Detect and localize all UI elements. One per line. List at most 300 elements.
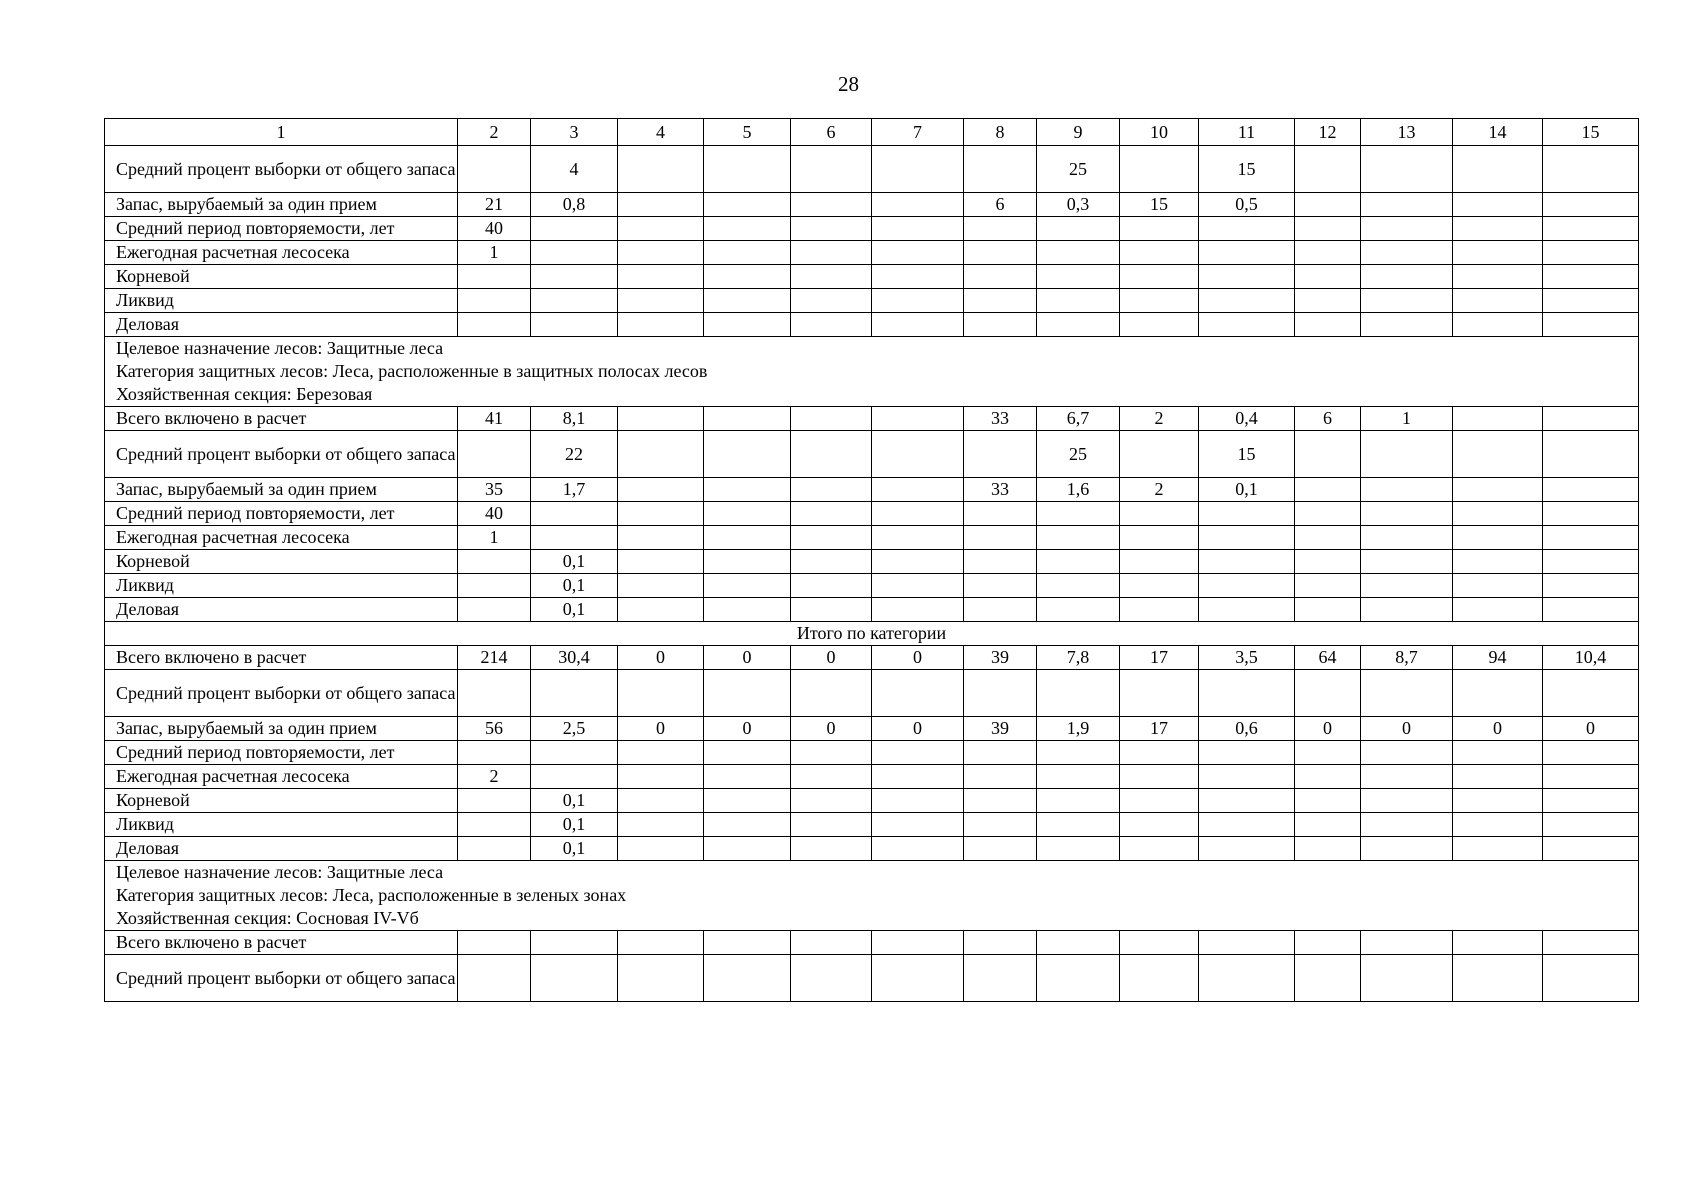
- table-cell: [1120, 670, 1199, 717]
- table-row: [105, 550, 1639, 574]
- table-cell: [1453, 217, 1543, 241]
- table-cell: [964, 765, 1037, 789]
- table-cell: [872, 146, 964, 193]
- row-label: Средний процент выборки от общего запаса: [105, 146, 458, 193]
- table-cell: [1037, 241, 1120, 265]
- table-row: [105, 813, 1639, 837]
- forest-calculation-table: [104, 118, 1639, 1002]
- table-cell: [1543, 241, 1639, 265]
- table-cell: [791, 217, 872, 241]
- table-cell: [1120, 431, 1199, 478]
- header-cell: 4: [618, 119, 704, 146]
- section-line: Категория защитных лесов: Леса, расположенные в зеленых зонах: [116, 885, 627, 905]
- row-label: Запас, вырубаемый за один прием: [105, 717, 458, 741]
- table-cell: [1120, 217, 1199, 241]
- table-cell: 8,7: [1361, 646, 1453, 670]
- table-cell: [531, 931, 618, 955]
- table-row: [105, 598, 1639, 622]
- table-cell: [458, 550, 531, 574]
- row-label: Средний период повторяемости, лет: [105, 502, 458, 526]
- table-cell: [1037, 574, 1120, 598]
- table-cell: [1453, 313, 1543, 337]
- table-row: [105, 741, 1639, 765]
- table-cell: [1295, 289, 1361, 313]
- row-label: Корневой: [105, 550, 458, 574]
- table-cell: [1453, 813, 1543, 837]
- table-cell: [618, 217, 704, 241]
- table-cell: [964, 931, 1037, 955]
- table-cell: 15: [1120, 193, 1199, 217]
- table-cell: [1199, 598, 1295, 622]
- table-cell: [1453, 789, 1543, 813]
- table-cell: [791, 241, 872, 265]
- table-cell: [872, 837, 964, 861]
- table-cell: [1199, 931, 1295, 955]
- header-cell: 9: [1037, 119, 1120, 146]
- table-cell: [1295, 241, 1361, 265]
- table-cell: [618, 241, 704, 265]
- table-cell: [964, 146, 1037, 193]
- section-heading: [105, 337, 1639, 407]
- table-cell: 15: [1199, 146, 1295, 193]
- table-cell: [458, 313, 531, 337]
- table-cell: [791, 289, 872, 313]
- header-row: [105, 119, 1639, 146]
- table-cell: [704, 837, 791, 861]
- table-cell: [872, 289, 964, 313]
- table-cell: [1037, 526, 1120, 550]
- table-row: [105, 502, 1639, 526]
- table-cell: [1120, 313, 1199, 337]
- table-cell: [458, 955, 531, 1002]
- table-cell: [872, 478, 964, 502]
- table-cell: [872, 407, 964, 431]
- table-cell: 25: [1037, 431, 1120, 478]
- table-cell: [1199, 526, 1295, 550]
- table-cell: 94: [1453, 646, 1543, 670]
- table-cell: [1295, 789, 1361, 813]
- table-cell: [964, 526, 1037, 550]
- table-cell: 6,7: [1037, 407, 1120, 431]
- table-cell: 0,1: [531, 837, 618, 861]
- header-cell: 3: [531, 119, 618, 146]
- table-cell: [1120, 598, 1199, 622]
- table-cell: 64: [1295, 646, 1361, 670]
- table-cell: [704, 407, 791, 431]
- table-cell: 39: [964, 717, 1037, 741]
- table-cell: 30,4: [531, 646, 618, 670]
- table-cell: [1453, 670, 1543, 717]
- table-cell: [704, 431, 791, 478]
- table-cell: [704, 526, 791, 550]
- table-cell: [1543, 813, 1639, 837]
- table-cell: [1361, 241, 1453, 265]
- section-line: Хозяйственная секция: Сосновая IV-Vб: [116, 908, 419, 928]
- table-cell: [872, 313, 964, 337]
- table-cell: [872, 670, 964, 717]
- table-cell: [618, 193, 704, 217]
- table-cell: [704, 550, 791, 574]
- table-cell: [791, 765, 872, 789]
- table-cell: [1361, 502, 1453, 526]
- table-row: [105, 146, 1639, 193]
- table-cell: [1453, 502, 1543, 526]
- table-cell: 0,6: [1199, 717, 1295, 741]
- table-cell: [1453, 598, 1543, 622]
- table-cell: 35: [458, 478, 531, 502]
- table-cell: [964, 217, 1037, 241]
- row-label: Средний процент выборки от общего запаса: [105, 670, 458, 717]
- table-cell: [458, 574, 531, 598]
- table-cell: [964, 289, 1037, 313]
- table-cell: [1120, 837, 1199, 861]
- table-row: [105, 837, 1639, 861]
- table-cell: [458, 931, 531, 955]
- table-cell: 17: [1120, 646, 1199, 670]
- table-cell: [1543, 598, 1639, 622]
- table-cell: [1361, 741, 1453, 765]
- table-cell: 0: [1543, 717, 1639, 741]
- table-cell: [1453, 741, 1543, 765]
- table-cell: [791, 931, 872, 955]
- table-cell: [1120, 241, 1199, 265]
- table-cell: [1120, 265, 1199, 289]
- header-cell: 13: [1361, 119, 1453, 146]
- table-cell: [964, 837, 1037, 861]
- table-row: [105, 289, 1639, 313]
- table-cell: [1543, 526, 1639, 550]
- table-cell: [1120, 550, 1199, 574]
- table-cell: [1295, 217, 1361, 241]
- table-cell: [1120, 955, 1199, 1002]
- table-cell: [1120, 741, 1199, 765]
- table-cell: [704, 502, 791, 526]
- table-cell: [964, 574, 1037, 598]
- table-cell: [1295, 931, 1361, 955]
- table-cell: [1199, 789, 1295, 813]
- table-cell: [704, 670, 791, 717]
- table-cell: [531, 241, 618, 265]
- table-cell: [1295, 813, 1361, 837]
- table-cell: [1543, 478, 1639, 502]
- table-cell: 0,4: [1199, 407, 1295, 431]
- table-cell: [458, 670, 531, 717]
- table-cell: [618, 741, 704, 765]
- table-cell: [1037, 955, 1120, 1002]
- table-cell: [1543, 265, 1639, 289]
- table-cell: [791, 313, 872, 337]
- table-cell: [1543, 837, 1639, 861]
- table-cell: [1037, 265, 1120, 289]
- table-cell: [458, 431, 531, 478]
- table-cell: [1199, 670, 1295, 717]
- table-cell: [704, 813, 791, 837]
- table-row: [105, 313, 1639, 337]
- table-cell: 17: [1120, 717, 1199, 741]
- table-cell: [1199, 765, 1295, 789]
- table-cell: 25: [1037, 146, 1120, 193]
- table-cell: [704, 741, 791, 765]
- table-cell: [618, 265, 704, 289]
- table-cell: [1037, 217, 1120, 241]
- table-cell: [1361, 217, 1453, 241]
- table-cell: [872, 265, 964, 289]
- table-cell: 2: [1120, 478, 1199, 502]
- table-cell: [618, 526, 704, 550]
- table-row: [105, 526, 1639, 550]
- table-cell: [1453, 431, 1543, 478]
- table-cell: 8,1: [531, 407, 618, 431]
- table-row: [105, 241, 1639, 265]
- table-cell: [1295, 193, 1361, 217]
- table-cell: [1199, 502, 1295, 526]
- table-cell: [1361, 289, 1453, 313]
- table-cell: [872, 765, 964, 789]
- table-row: [105, 646, 1639, 670]
- table-cell: [458, 289, 531, 313]
- table-cell: 0: [618, 646, 704, 670]
- table-cell: [704, 241, 791, 265]
- table-cell: [872, 550, 964, 574]
- table-cell: [1361, 313, 1453, 337]
- table-cell: [1361, 789, 1453, 813]
- table-cell: [1120, 574, 1199, 598]
- table-cell: [1361, 265, 1453, 289]
- table-cell: [964, 741, 1037, 765]
- table-cell: [1543, 789, 1639, 813]
- table-cell: [1295, 670, 1361, 717]
- table-cell: [1361, 813, 1453, 837]
- table-cell: [1453, 289, 1543, 313]
- table-cell: [872, 955, 964, 1002]
- table-cell: [1543, 765, 1639, 789]
- table-cell: [1120, 526, 1199, 550]
- table-cell: [531, 765, 618, 789]
- table-cell: [1361, 193, 1453, 217]
- row-label: Корневой: [105, 789, 458, 813]
- table-cell: [964, 550, 1037, 574]
- table-cell: 0: [872, 717, 964, 741]
- table-cell: [1295, 265, 1361, 289]
- table-cell: [1120, 502, 1199, 526]
- table-cell: [531, 955, 618, 1002]
- table-cell: [704, 574, 791, 598]
- table-cell: [704, 217, 791, 241]
- table-cell: 1,9: [1037, 717, 1120, 741]
- table-cell: [1037, 813, 1120, 837]
- table-cell: [1543, 217, 1639, 241]
- table-cell: [791, 574, 872, 598]
- table-row: [105, 407, 1639, 431]
- table-cell: [1120, 765, 1199, 789]
- table-cell: [1361, 526, 1453, 550]
- row-label: Ежегодная расчетная лесосека: [105, 765, 458, 789]
- table-cell: [872, 193, 964, 217]
- table-cell: [1543, 741, 1639, 765]
- table-cell: 33: [964, 407, 1037, 431]
- row-label: Ежегодная расчетная лесосека: [105, 526, 458, 550]
- table-cell: [1453, 407, 1543, 431]
- row-label: Ликвид: [105, 574, 458, 598]
- table-cell: [1543, 574, 1639, 598]
- table-cell: [1543, 146, 1639, 193]
- table-row: [105, 574, 1639, 598]
- table-cell: [618, 431, 704, 478]
- table-cell: [618, 955, 704, 1002]
- table-cell: [531, 265, 618, 289]
- table-cell: [618, 765, 704, 789]
- table-cell: [618, 550, 704, 574]
- table-cell: [458, 741, 531, 765]
- table-cell: 40: [458, 502, 531, 526]
- table-cell: [791, 813, 872, 837]
- table-cell: [791, 598, 872, 622]
- table-cell: [531, 289, 618, 313]
- header-cell: 11: [1199, 119, 1295, 146]
- table-cell: [964, 502, 1037, 526]
- table-cell: 0,3: [1037, 193, 1120, 217]
- table-cell: [1453, 550, 1543, 574]
- table-cell: [1543, 407, 1639, 431]
- table-cell: [1120, 146, 1199, 193]
- table-cell: [1543, 931, 1639, 955]
- table-cell: [1543, 502, 1639, 526]
- table-cell: [1295, 598, 1361, 622]
- table-cell: [964, 598, 1037, 622]
- table-cell: [791, 526, 872, 550]
- table-cell: [791, 550, 872, 574]
- table-cell: [1037, 502, 1120, 526]
- table-cell: [1037, 598, 1120, 622]
- row-label: Деловая: [105, 837, 458, 861]
- table-cell: 0,1: [531, 574, 618, 598]
- table-cell: [531, 741, 618, 765]
- table-row: [105, 431, 1639, 478]
- table-cell: 0: [791, 646, 872, 670]
- table-cell: [1361, 146, 1453, 193]
- table-cell: [1361, 765, 1453, 789]
- table-cell: 0,1: [531, 550, 618, 574]
- table-cell: [1120, 789, 1199, 813]
- header-cell: 1: [105, 119, 458, 146]
- table-cell: [618, 478, 704, 502]
- table-cell: [618, 789, 704, 813]
- table-cell: [704, 765, 791, 789]
- table-cell: [1037, 550, 1120, 574]
- row-label: Средний процент выборки от общего запаса: [105, 955, 458, 1002]
- table-cell: [1295, 765, 1361, 789]
- table-cell: [791, 741, 872, 765]
- table-cell: [1295, 741, 1361, 765]
- header-cell: 7: [872, 119, 964, 146]
- table-cell: [531, 502, 618, 526]
- row-label: Ликвид: [105, 813, 458, 837]
- table-cell: 4: [531, 146, 618, 193]
- row-label: Средний период повторяемости, лет: [105, 741, 458, 765]
- table-cell: [872, 741, 964, 765]
- table-cell: [1361, 837, 1453, 861]
- table-cell: 0,1: [531, 789, 618, 813]
- table-row: [105, 931, 1639, 955]
- table-cell: [531, 313, 618, 337]
- table-cell: [872, 789, 964, 813]
- table-cell: [872, 574, 964, 598]
- table-cell: [1543, 550, 1639, 574]
- table-cell: [618, 289, 704, 313]
- table-cell: [618, 598, 704, 622]
- table-cell: [458, 789, 531, 813]
- table-cell: [1543, 431, 1639, 478]
- table-cell: [1453, 837, 1543, 861]
- table-cell: [791, 670, 872, 717]
- section-heading-row: [105, 337, 1639, 407]
- table-cell: [1199, 265, 1295, 289]
- table-cell: [1037, 741, 1120, 765]
- table-cell: 1,7: [531, 478, 618, 502]
- table-cell: 21: [458, 193, 531, 217]
- table-cell: [618, 313, 704, 337]
- category-total-heading: Итого по категории: [105, 622, 1639, 646]
- row-label: Средний период повторяемости, лет: [105, 217, 458, 241]
- table-cell: [1453, 241, 1543, 265]
- table-cell: [1037, 837, 1120, 861]
- table-cell: 15: [1199, 431, 1295, 478]
- table-cell: 6: [1295, 407, 1361, 431]
- table-row: [105, 765, 1639, 789]
- table-cell: [872, 526, 964, 550]
- table-row: [105, 217, 1639, 241]
- table-cell: [1453, 478, 1543, 502]
- section-line: Хозяйственная секция: Березовая: [116, 384, 373, 404]
- table-cell: [618, 407, 704, 431]
- header-cell: 15: [1543, 119, 1639, 146]
- table-cell: [1295, 526, 1361, 550]
- table-cell: 0: [1361, 717, 1453, 741]
- table-cell: 0: [618, 717, 704, 741]
- table-cell: [458, 146, 531, 193]
- table-cell: [531, 526, 618, 550]
- table-cell: [1453, 146, 1543, 193]
- table-cell: [531, 670, 618, 717]
- table-cell: [1453, 574, 1543, 598]
- table-cell: 6: [964, 193, 1037, 217]
- table-cell: [704, 598, 791, 622]
- table-cell: [1453, 931, 1543, 955]
- page-number: 28: [838, 72, 859, 96]
- table-cell: 40: [458, 217, 531, 241]
- table-cell: 3,5: [1199, 646, 1295, 670]
- table-cell: [1120, 289, 1199, 313]
- table-cell: 2: [458, 765, 531, 789]
- table-cell: [1037, 789, 1120, 813]
- row-label: Ежегодная расчетная лесосека: [105, 241, 458, 265]
- table-cell: 7,8: [1037, 646, 1120, 670]
- table-cell: [791, 431, 872, 478]
- table-cell: [618, 931, 704, 955]
- table-cell: [1543, 313, 1639, 337]
- table-cell: [1543, 955, 1639, 1002]
- table-cell: 0: [872, 646, 964, 670]
- table-cell: [1037, 313, 1120, 337]
- table-cell: [1361, 478, 1453, 502]
- row-label: Запас, вырубаемый за один прием: [105, 193, 458, 217]
- table-cell: [1037, 765, 1120, 789]
- table-cell: [1361, 955, 1453, 1002]
- table-cell: [618, 502, 704, 526]
- table-cell: 0: [704, 646, 791, 670]
- header-cell: 10: [1120, 119, 1199, 146]
- row-label: Всего включено в расчет: [105, 646, 458, 670]
